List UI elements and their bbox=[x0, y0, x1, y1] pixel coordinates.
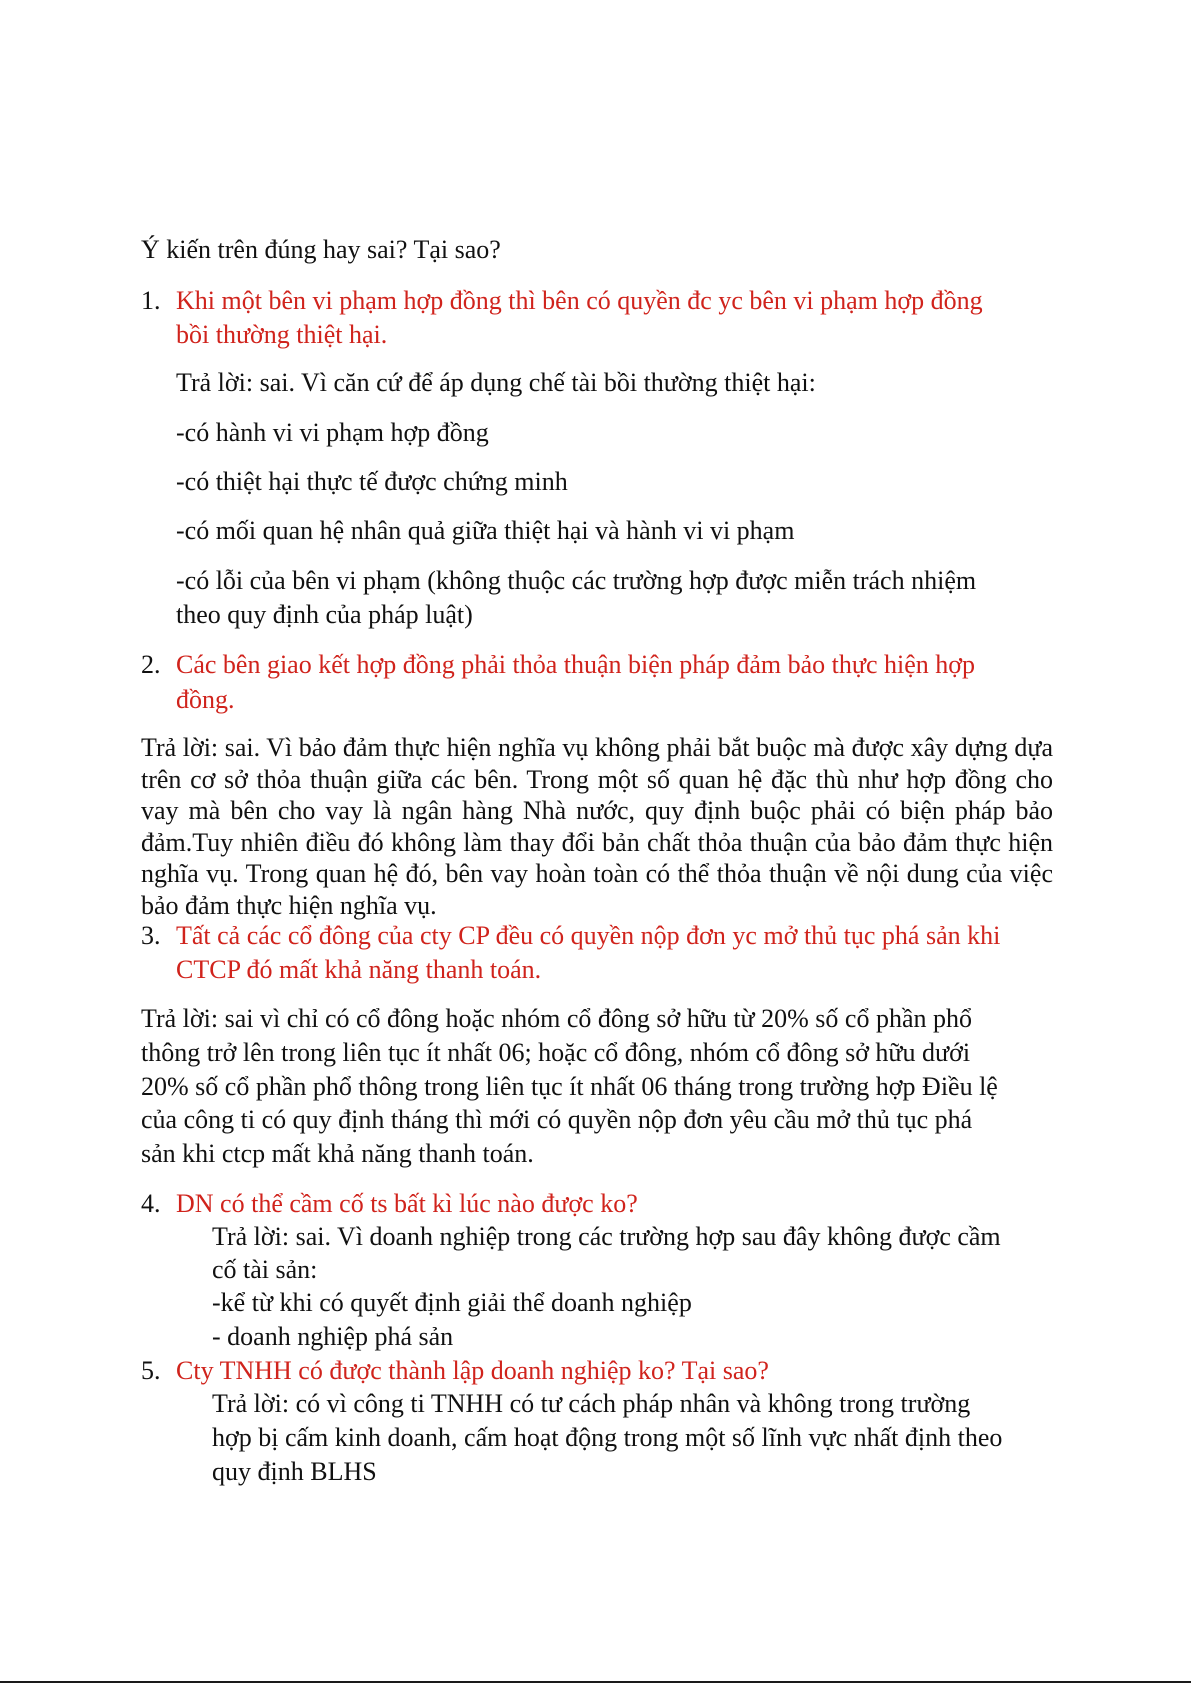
q3-answer-line4: của công ti có quy định tháng thì mới có quyền nộp đơn yêu cầu mở thủ tục phá bbox=[141, 1105, 973, 1134]
q2-question-line2: đồng. bbox=[176, 685, 235, 714]
q1-bullet-4-line1: -có lỗi của bên vi phạm (không thuộc các trường hợp được miễn trách nhiệm bbox=[176, 566, 977, 595]
q5-answer-line2: hợp bị cấm kinh doanh, cấm hoạt động trong một số lĩnh vực nhất định theo bbox=[212, 1423, 1003, 1452]
q3-question-line1: Tất cả các cổ đông của cty CP đều có quyền nộp đơn yc mở thủ tục phá sản khi bbox=[176, 921, 1001, 950]
q3-question-line2: CTCP đó mất khả năng thanh toán. bbox=[176, 955, 542, 984]
q1-question-line1: Khi một bên vi phạm hợp đồng thì bên có quyền đc yc bên vi phạm hợp đồng bbox=[176, 286, 983, 315]
q2-answer-paragraph: Trả lời: sai. Vì bảo đảm thực hiện nghĩa vụ không phải bắt buộc mà được xây dựng dựa trên cơ sở thỏa thuận giữa các bên. Trong một số quan hệ đặc thù như hợp đồng cho vay mà bên cho vay là ngân hàng Nhà nước, quy định buộc phải có biện pháp bảo đảm.Tuy nhiên điều đó không làm thay đổi bản chất thỏa thuận của bảo đảm thực hiện nghĩa vụ. Trong quan hệ đó, bên vay hoàn toàn có thể thỏa thuận về nội dung của việc bảo đảm thực hiện nghĩa vụ. bbox=[141, 733, 1053, 920]
intro-text: Ý kiến trên đúng hay sai? Tại sao? bbox=[141, 235, 501, 264]
page-bottom-rule bbox=[0, 1681, 1191, 1683]
q4-answer-line4: - doanh nghiệp phá sản bbox=[212, 1322, 454, 1351]
q5-answer-line3: quy định BLHS bbox=[212, 1457, 377, 1486]
q4-question: DN có thể cầm cố ts bất kì lúc nào được ko? bbox=[176, 1189, 638, 1218]
q4-answer-line1: Trả lời: sai. Vì doanh nghiệp trong các trường hợp sau đây không được cầm bbox=[212, 1222, 1001, 1251]
q1-answer: Trả lời: sai. Vì căn cứ để áp dụng chế tài bồi thường thiệt hại: bbox=[176, 368, 816, 397]
q4-answer-line2: cố tài sản: bbox=[212, 1255, 318, 1284]
q1-number: 1. bbox=[141, 286, 161, 315]
q3-number: 3. bbox=[141, 921, 161, 950]
q1-question-line2: bồi thường thiệt hại. bbox=[176, 320, 388, 349]
q3-answer-line2: thông trở lên trong liên tục ít nhất 06; hoặc cổ đông, nhóm cổ đông sở hữu dưới bbox=[141, 1038, 971, 1067]
q5-answer-line1: Trả lời: có vì công ti TNHH có tư cách pháp nhân và không trong trường bbox=[212, 1389, 971, 1418]
q3-answer-line3: 20% số cổ phần phổ thông trong liên tục ít nhất 06 tháng trong trường hợp Điều lệ bbox=[141, 1072, 998, 1101]
q2-question-line1: Các bên giao kết hợp đồng phải thỏa thuận biện pháp đảm bảo thực hiện hợp bbox=[176, 650, 976, 679]
q1-bullet-1: -có hành vi vi phạm hợp đồng bbox=[176, 418, 489, 447]
q1-bullet-2: -có thiệt hại thực tế được chứng minh bbox=[176, 467, 568, 496]
q1-bullet-4-line2: theo quy định của pháp luật) bbox=[176, 600, 473, 629]
q5-question: Cty TNHH có được thành lập doanh nghiệp ko? Tại sao? bbox=[176, 1356, 769, 1385]
q4-number: 4. bbox=[141, 1189, 161, 1218]
q3-answer-line5: sản khi ctcp mất khả năng thanh toán. bbox=[141, 1139, 534, 1168]
q4-answer-line3: -kể từ khi có quyết định giải thể doanh nghiệp bbox=[212, 1288, 692, 1317]
q5-number: 5. bbox=[141, 1356, 161, 1385]
q3-answer-line1: Trả lời: sai vì chỉ có cổ đông hoặc nhóm cổ đông sở hữu từ 20% số cổ phần phổ bbox=[141, 1004, 973, 1033]
q1-bullet-3: -có mối quan hệ nhân quả giữa thiệt hại và hành vi vi phạm bbox=[176, 516, 795, 545]
q2-number: 2. bbox=[141, 650, 161, 679]
